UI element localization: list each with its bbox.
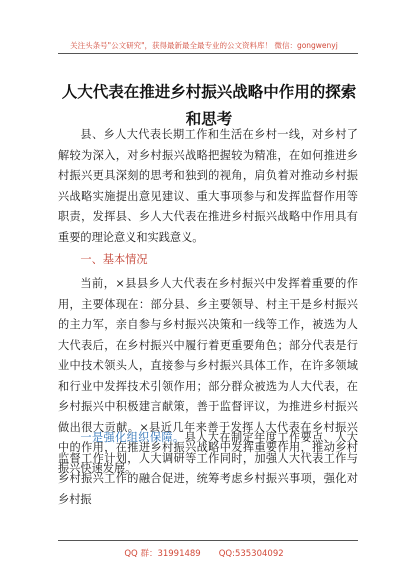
footer-qq: QQ:535304092 — [218, 549, 284, 559]
point-one-body: 县人大在制定年度工作要点、人大监督工作计划，人大调研等工作同时，加强人大代表工作与乡村振兴工作的融合促进，统筹考虑乡村振兴事项，强化对乡村振 — [58, 431, 358, 506]
point-one-paragraph — [58, 428, 358, 510]
basic-situation-paragraph: 当前，×县县乡人大代表在乡村振兴中发挥着重要的作用，主要体现在：部分县、乡主要领导、村主干是乡村振兴的主力军，亲自参与乡村振兴决策和一线等工作，被选为人大代表后，在乡村振兴中履行着更重要角色；部分代表是行业中技术领头人，直接参与乡村振兴具体工作，在许多领域和行业中发挥技术引领作用；部分群众被选为人大代表，在乡村振兴中积极建言献策，善于监督评议，为推进乡村振兴做出很大贡献。×县近几年来善于发挥人大代表在乡村振兴中的作用，在推进乡村振兴战略中发挥重要作用，推动乡村振兴快速发展。 — [58, 277, 358, 475]
document-title: 人大代表在推进乡村振兴战略中作用的探索和思考 — [61, 82, 357, 128]
header-divider — [58, 53, 358, 54]
footer-qq-group: QQ 群：31991489 — [124, 549, 201, 559]
point-one-lead: 一是强化组织保障。 — [80, 431, 185, 444]
intro-paragraph: 县、乡人大代表长期工作和生活在乡村一线，对乡村了解较为深入，对乡村振兴战略把握较为精准，在如何推进乡村振兴更具深刻的思考和独到的视角，肩负着对推动乡村振兴战略实施提出意见建议、重大事项参与和发挥监督作用等职责，发挥县、乡人大代表在推进乡村振兴战略中作用具有重要的理论意义和实践意义。 — [58, 128, 358, 244]
section-heading-basic: 一、基本情况 — [80, 253, 148, 266]
footer-contact — [0, 547, 408, 559]
footer-divider — [58, 540, 358, 541]
header-promo-note: 关注头条号"公文研究"，获得最新最全最专业的公文资料库！ 微信：gongwenyj — [70, 41, 338, 50]
